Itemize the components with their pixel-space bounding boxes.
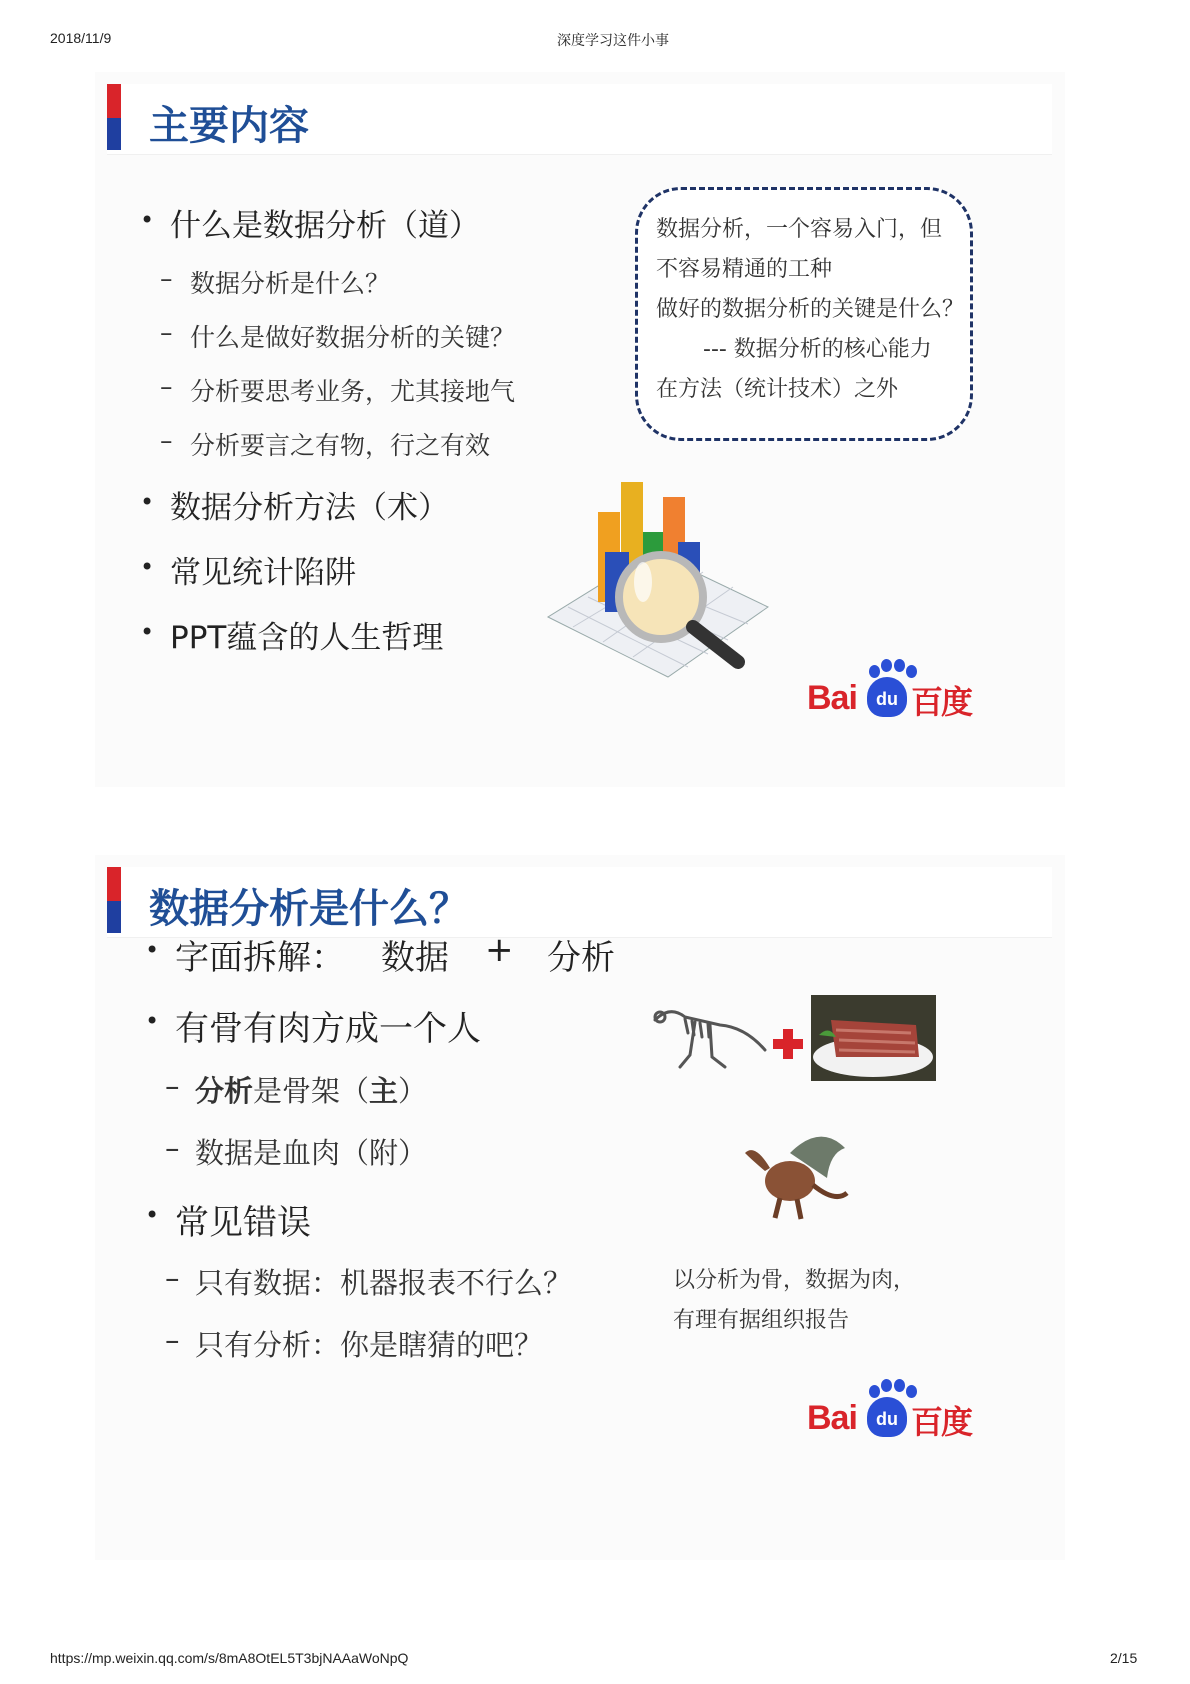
sub-bullet-item: – 分析是骨架（主）	[165, 1069, 428, 1108]
plus-icon	[771, 1027, 805, 1061]
slide-title: 主要内容	[149, 103, 309, 149]
callout-line: 做好的数据分析的关键是什么？	[656, 297, 965, 322]
word-data: 数据	[381, 938, 449, 978]
title-accent-red	[107, 84, 121, 118]
sub-bullet-item: – 什么是做好数据分析的关键？	[160, 318, 516, 352]
caption-line: 有理有据组织报告	[673, 1308, 850, 1333]
sub-bullet-item: – 只有数据：机器报表不行么？	[165, 1261, 573, 1300]
sub-bullet-item: – 只有分析：你是瞎猜的吧？	[165, 1323, 544, 1362]
title-accent-red	[107, 867, 121, 901]
bullet-item: • 字面拆解：	[145, 936, 345, 978]
slide-title-bar	[107, 867, 1052, 938]
dragon-image	[735, 1123, 855, 1223]
chart-magnifier-image	[543, 472, 773, 682]
sub-bullet-item: – 分析要言之有物，行之有效	[160, 426, 491, 460]
baidu-logo: Bai du 百度	[807, 1377, 977, 1447]
title-accent-blue	[107, 118, 121, 150]
bullet-item: • 常见统计陷阱	[140, 553, 356, 591]
bullet-item: • PPT蕴含的人生哲理	[140, 618, 444, 656]
bullet-item: • 有骨有肉方成一个人	[145, 1007, 481, 1049]
callout-line: 数据分析，一个容易入门，但	[656, 217, 943, 242]
slide-title-bar	[107, 84, 1052, 155]
sub-bullet-item: – 数据是血肉（附）	[165, 1131, 428, 1170]
callout-line: --- 数据分析的核心能力	[703, 337, 932, 362]
sub-bullet-item: – 分析要思考业务，尤其接地气	[160, 372, 516, 406]
bullet-item: • 数据分析方法（术）	[140, 488, 449, 526]
header-title: 深度学习这件小事	[557, 32, 669, 48]
baidu-logo: Bai du 百度	[807, 657, 977, 727]
slide-what-is-data-analysis	[95, 855, 1065, 1560]
bullet-item: • 什么是数据分析（道）	[140, 206, 480, 244]
caption-line: 以分析为骨，数据为肉，	[673, 1268, 916, 1293]
title-accent-blue	[107, 901, 121, 933]
word-analysis: 分析	[547, 938, 615, 978]
dinosaur-skeleton-image	[650, 995, 770, 1075]
sub-bullet-item: – 数据分析是什么？	[160, 264, 391, 298]
header-date: 2018/11/9	[50, 30, 112, 46]
slide-contents	[95, 72, 1065, 787]
meat-dish-image	[811, 995, 936, 1081]
plus-sign: +	[485, 930, 514, 970]
callout-line: 在方法（统计技术）之外	[656, 377, 899, 402]
callout-line: 不容易精通的工种	[656, 257, 833, 282]
bullet-item: • 常见错误	[145, 1201, 311, 1243]
footer-url[interactable]: https://mp.weixin.qq.com/s/8mA8OtEL5T3bjNAAaWoNpQ	[50, 1650, 409, 1666]
callout-box	[635, 187, 973, 441]
slide-title: 数据分析是什么？	[149, 886, 469, 932]
footer-page-number: 2/15	[1110, 1650, 1138, 1666]
